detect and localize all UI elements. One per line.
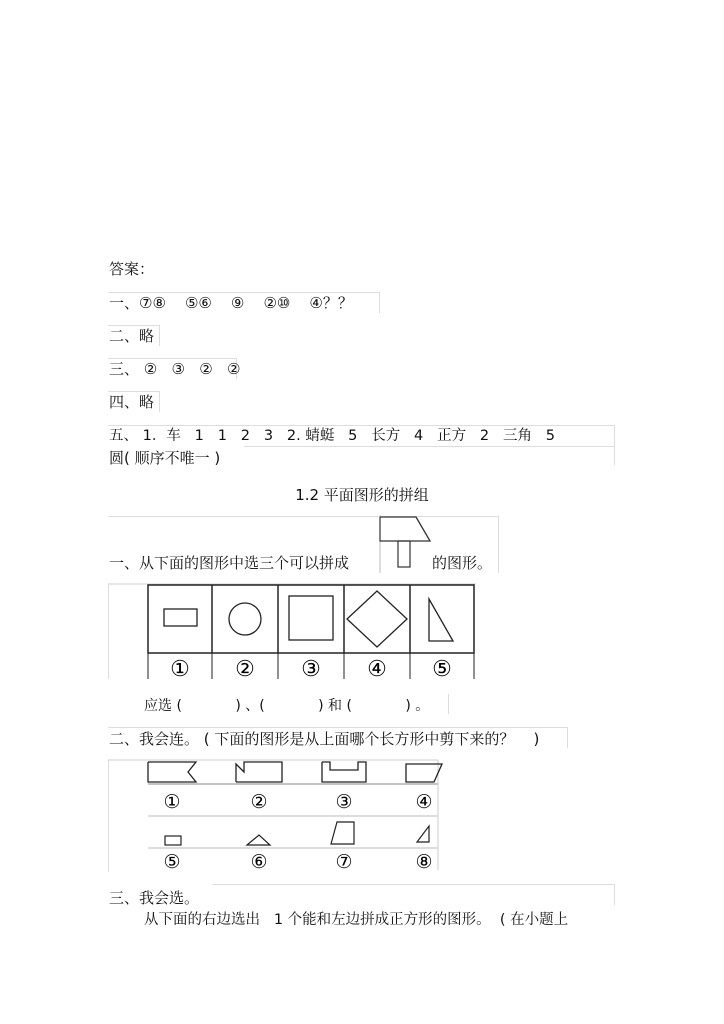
shape-label: ④ bbox=[367, 657, 387, 682]
shape-label: ⑧ bbox=[415, 851, 433, 873]
answers-heading: 答案： bbox=[109, 260, 155, 278]
q1-text-a: 一、从下面的图形中选三个可以拼成 bbox=[109, 554, 350, 572]
answer-line-1: 一、⑦⑧ ⑤⑥ ⑨ ②⑩ ④？？ bbox=[109, 294, 353, 312]
rectangle-shape bbox=[164, 609, 197, 626]
section-title: 1.2 平面图形的拼组 bbox=[295, 486, 429, 504]
shape-label: ⑥ bbox=[250, 851, 268, 873]
target-shape-figure bbox=[378, 515, 432, 573]
cut-rectangle-2 bbox=[236, 762, 282, 782]
shape-label: ④ bbox=[415, 791, 433, 813]
q2-shapes-figure bbox=[108, 758, 448, 874]
answer-box-5b bbox=[244, 446, 615, 465]
piece-triangle bbox=[247, 835, 270, 845]
q1-shapes-table bbox=[108, 583, 478, 683]
cut-rectangle-3 bbox=[322, 762, 366, 782]
q3-frame bbox=[212, 884, 615, 905]
circle-shape bbox=[229, 603, 261, 635]
cut-rectangle-1 bbox=[148, 762, 196, 782]
shape-label: ① bbox=[170, 657, 190, 682]
q3-subtext: 从下面的右边选出 1 个能和左边拼成正方形的图形。 ( 在小题上 bbox=[144, 912, 569, 928]
answer-line-5a: 五、 1．车 1 1 2 3 2. 蜻蜓 5 长方 4 正方 2 三角 5 bbox=[109, 428, 556, 444]
shape-label: ⑦ bbox=[335, 851, 353, 873]
q3-text: 三、我会选。 bbox=[109, 889, 200, 907]
q1-text-b: 的图形。 bbox=[432, 554, 493, 572]
shape-label: ⑤ bbox=[163, 851, 181, 873]
answer-line-3: 三、 ② ③ ② ② bbox=[109, 360, 241, 378]
shape-label: ② bbox=[250, 791, 268, 813]
diamond-shape bbox=[347, 591, 407, 647]
shape-label: ② bbox=[235, 657, 255, 682]
q2-text: 二、我会连。 ( 下面的图形是从上面哪个长方形中剪下来的？ ) bbox=[109, 730, 540, 748]
piece-trapezoid bbox=[331, 822, 354, 844]
answer-line-5b: 圆( 顺序不唯一 ) bbox=[109, 449, 221, 467]
shape-label: ③ bbox=[301, 657, 321, 682]
shape-label: ⑤ bbox=[432, 657, 452, 682]
cut-rectangle-4 bbox=[406, 764, 442, 782]
q1-answer[interactable]: 应选 ( ) 、( ) 和 ( ) 。 bbox=[144, 698, 430, 714]
triangle-shape bbox=[429, 599, 453, 641]
shape-label: ③ bbox=[335, 791, 353, 813]
piece-small-rectangle bbox=[165, 836, 181, 845]
answer-line-4: 四、略 bbox=[109, 393, 155, 411]
piece-small-triangle bbox=[417, 826, 429, 842]
square-shape bbox=[289, 596, 333, 640]
shape-label: ① bbox=[163, 791, 181, 813]
answer-line-2: 二、略 bbox=[109, 327, 155, 345]
